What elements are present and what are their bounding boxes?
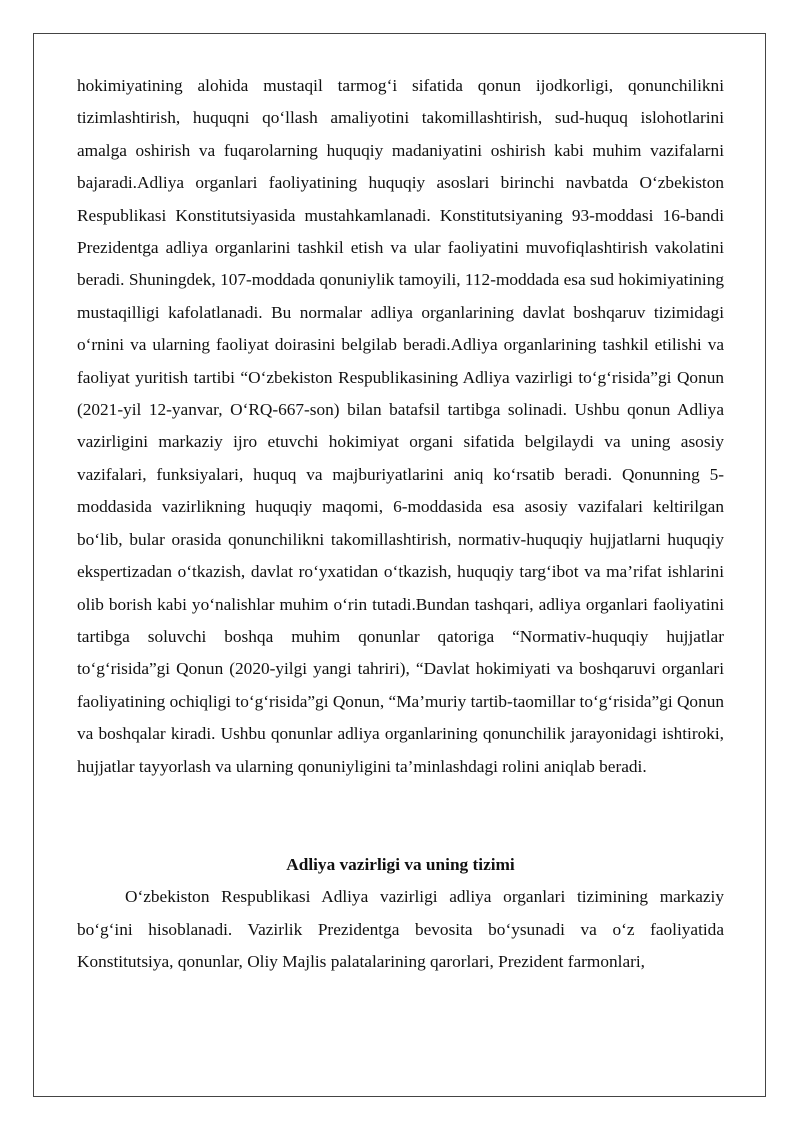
body-paragraph-2: O‘zbekiston Respublikasi Adliya vazirligi adliya organlari tizimining markaziy bo‘g‘ini hisoblanadi. Vazirlik Prezidentga bevosita bo‘ysunadi va o‘z faoliyatida Konstitutsiya, qonunlar, Oliy Majlis palatalarining qarorlari, Prezident farmonlari, [77, 887, 724, 972]
section-heading: Adliya vazirligi va uning tizimi [286, 854, 515, 874]
paragraph-gap [77, 783, 724, 849]
document-body [77, 70, 724, 979]
body-paragraph-1: hokimiyatining alohida mustaqil tarmog‘i sifatida qonun ijodkorligi, qonunchilikni tizimlashtirish, huquqni qo‘llash amaliyotini takomillashtirish, sud-huquq islohotlarini amalga oshirish va fuqarolarning huquqiy madaniyatini oshirish kabi muhim vazifalarni bajaradi.Adliya organlari faoliyatining huquqiy asoslari birinchi navbatda O‘zbekiston Respublikasi Konstitutsiyasida mustahkamlanadi. Konstitutsiyaning 93-moddasi 16-bandi Prezidentga adliya organlarini tashkil etish va ular faoliyatini muvofiqlashtirish vakolatini beradi. Shuningdek, 107-moddada qonuniylik tamoyili, 112-moddada esa sud hokimiyatining mustaqilligi kafolatlanadi. Bu normalar adliya organlarining davlat boshqaruv tizimidagi o‘rnini va ularning faoliyat doirasini belgilab beradi.Adliya organlarining tashkil etilishi va faoliyat yuritish tartibi “O‘zbekiston Respublikasining Adliya vazirligi to‘g‘risida”gi Qonun (2021-yil 12-yanvar, O‘RQ-667-son) bilan batafsil tartibga solinadi. Ushbu qonun Adliya vazirligini markaziy ijro etuvchi hokimiyat organi sifatida belgilaydi va uning asosiy vazifalari, funksiyalari, huquq va majburiyatlarini aniq ko‘rsatib beradi. Qonunning 5-moddasida vazirlikning huquqiy maqomi, 6-moddasida esa asosiy vazifalari keltirilgan bo‘lib, bular orasida qonunchilikni takomillashtirish, normativ-huquqiy hujjatlarni huquqiy ekspertizadan o‘tkazish, davlat ro‘yxatidan o‘tkazish, huquqiy targ‘ibot va ma’rifat ishlarini olib borish kabi yo‘nalishlar muhim o‘rin tutadi.Bundan tashqari, adliya organlari faoliyatini tartibga soluvchi boshqa muhim qonunlar qatoriga “Normativ-huquqiy hujjatlar to‘g‘risida”gi Qonun (2020-yilgi yangi tahriri), “Davlat hokimiyati va boshqaruvi organlari faoliyatining ochiqligi to‘g‘risida”gi Qonun, “Ma’muriy tartib-taomillar to‘g‘risida”gi Qonun va boshqalar kiradi. Ushbu qonunlar adliya organlarining qonunchilik jarayonidagi ishtiroki, hujjatlar tayyorlash va ularning qonuniyligini ta’minlashdagi rolini aniqlab beradi. [77, 76, 724, 776]
